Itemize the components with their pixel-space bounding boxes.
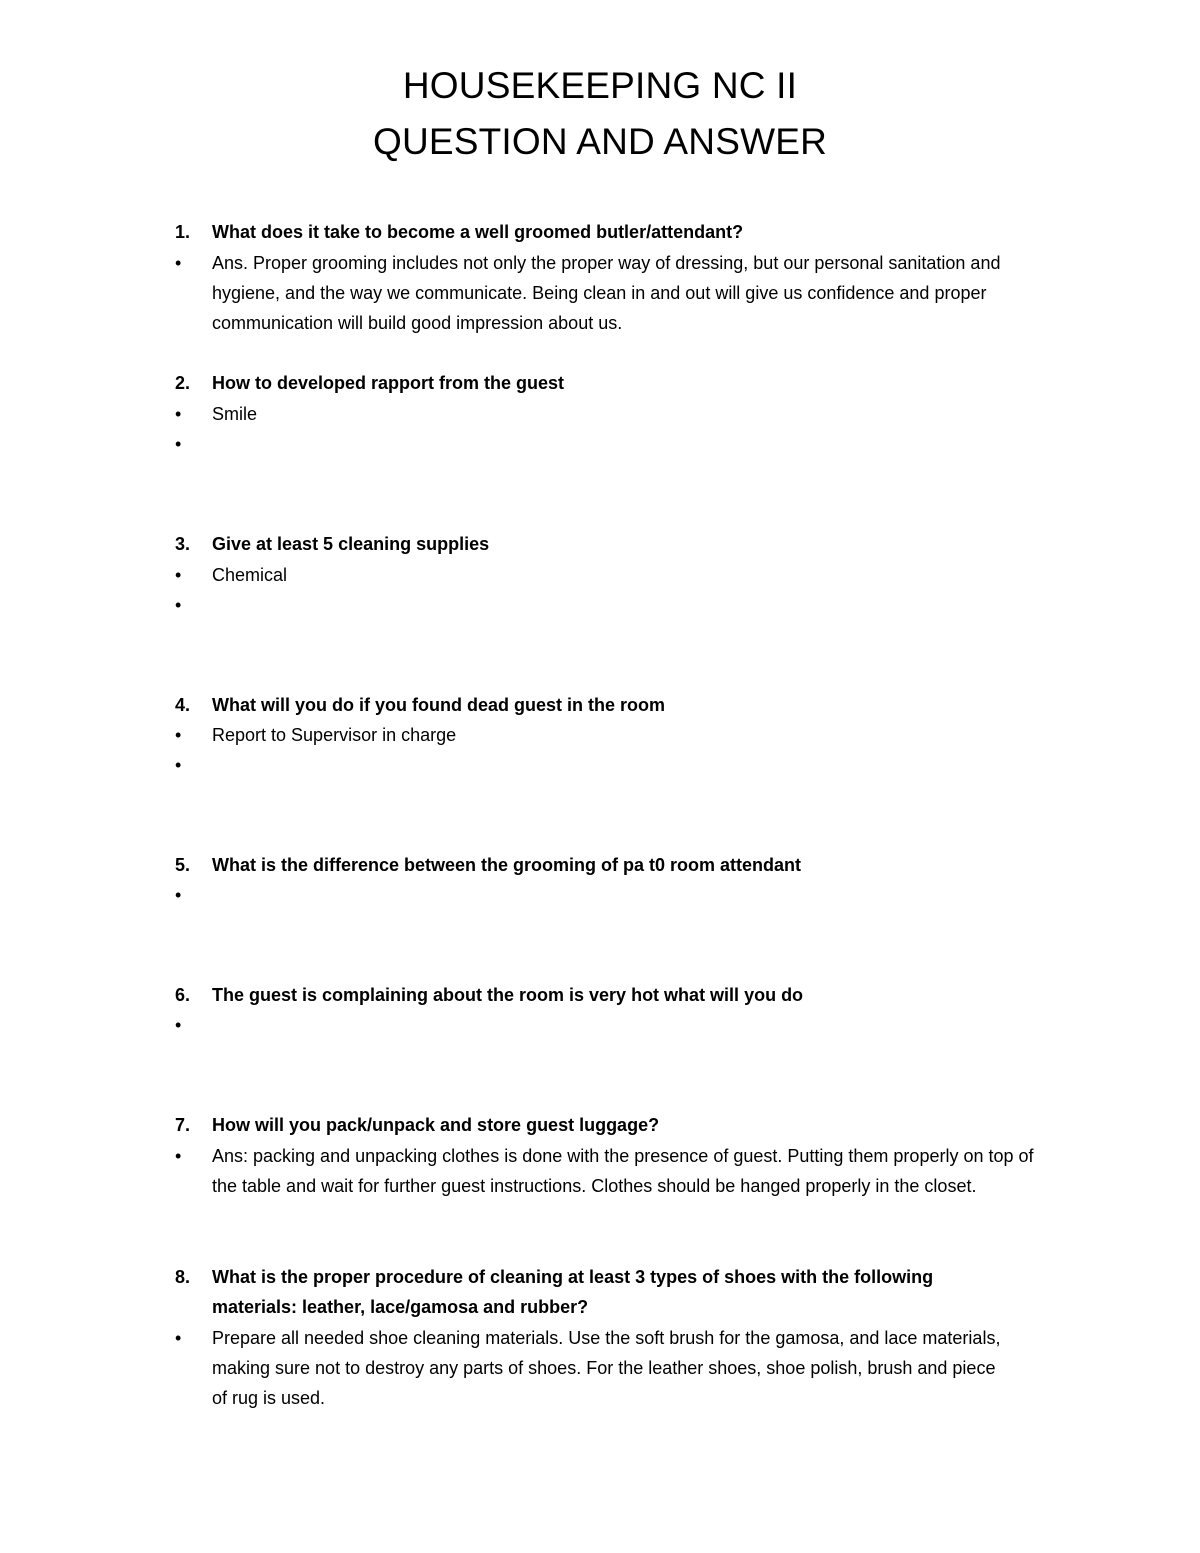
question-7	[175, 1110, 1075, 1140]
question-text: How will you pack/unpack and store guest luggage?	[212, 1115, 660, 1135]
answer-text: Prepare all needed shoe cleaning materials. Use the soft brush for the gamosa, and lace materials, making sure not to destroy any parts of shoes. For the leather shoes, shoe polish, brush and piece of rug is used.	[212, 1328, 1001, 1408]
question-text: What will you do if you found dead guest in the room	[212, 695, 665, 715]
question-number: 7.	[175, 1115, 191, 1135]
answer-text: Chemical	[212, 565, 288, 585]
answer-bullet	[175, 248, 1055, 338]
answer-text: Report to Supervisor in charge	[212, 725, 457, 745]
question-6	[175, 980, 1075, 1010]
bullet-icon: •	[175, 565, 182, 585]
question-number: 5.	[175, 855, 191, 875]
answer-bullet	[175, 560, 1055, 590]
question-1	[175, 217, 1075, 247]
answer-text: Ans: packing and unpacking clothes is done with the presence of guest. Putting them properly on top of the table and wait for further guest instructions. Clothes should be hanged properly in the closet.	[212, 1146, 1034, 1196]
question-number: 1.	[175, 222, 191, 242]
question-4	[175, 690, 1075, 720]
bullet-icon: •	[175, 1015, 182, 1035]
question-text: What is the proper procedure of cleaning at least 3 types of shoes with the following materials: leather, lace/gamosa and rubber?	[212, 1267, 934, 1317]
question-5	[175, 850, 1075, 880]
bullet-icon: •	[175, 755, 182, 775]
question-number: 3.	[175, 534, 191, 554]
question-text: The guest is complaining about the room is very hot what will you do	[212, 985, 804, 1005]
answer-bullet	[175, 1323, 1015, 1413]
question-text: What is the difference between the grooming of pa t0 room attendant	[212, 855, 802, 875]
bullet-icon: •	[175, 404, 182, 424]
answer-bullet	[175, 1141, 1055, 1201]
bullet-icon: •	[175, 595, 182, 615]
question-2	[175, 368, 1075, 398]
bullet-icon: •	[175, 885, 182, 905]
answer-bullet	[175, 399, 1055, 429]
question-8	[175, 1262, 995, 1322]
bullet-icon: •	[175, 1146, 182, 1166]
bullet-icon: •	[175, 725, 182, 745]
bullet-icon: •	[175, 1328, 182, 1348]
question-3	[175, 529, 1075, 559]
answer-text: Ans. Proper grooming includes not only the proper way of dressing, but our personal sanitation and hygiene, and the way we communicate. Being clean in and out will give us confidence and proper communication will build good impression about us.	[212, 253, 1001, 333]
question-number: 6.	[175, 985, 191, 1005]
question-number: 4.	[175, 695, 191, 715]
answer-bullet	[175, 720, 1055, 750]
document-subtitle: QUESTION AND ANSWER	[372, 121, 828, 162]
question-text: Give at least 5 cleaning supplies	[212, 534, 490, 554]
bullet-icon: •	[175, 253, 182, 273]
answer-text: Smile	[212, 404, 258, 424]
question-text: What does it take to become a well groomed butler/attendant?	[212, 222, 744, 242]
question-number: 8.	[175, 1267, 191, 1287]
question-number: 2.	[175, 373, 191, 393]
bullet-icon: •	[175, 434, 182, 454]
document-title: HOUSEKEEPING NC II	[402, 65, 798, 106]
question-text: How to developed rapport from the guest	[212, 373, 565, 393]
